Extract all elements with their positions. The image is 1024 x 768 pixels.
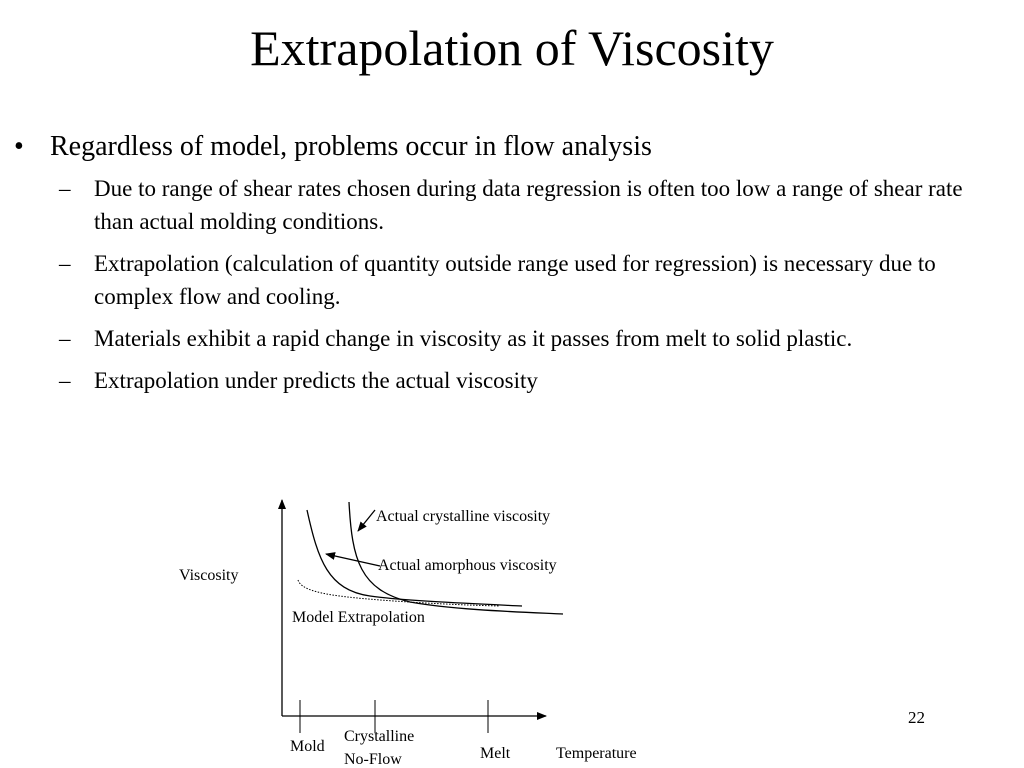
dash-marker: – (59, 176, 71, 201)
page-number: 22 (908, 708, 925, 727)
crystalline-curve-label: Actual crystalline viscosity (376, 508, 551, 525)
dash-marker: – (59, 251, 71, 276)
mold-label: Mold (290, 738, 325, 755)
amorphous-label-arrow (326, 554, 380, 566)
crystalline-label-arrow (358, 510, 375, 531)
sub-bullet-text: Extrapolation under predicts the actual viscosity (94, 368, 538, 393)
model-extrapolation-curve (298, 580, 500, 606)
bullet-marker: • (14, 131, 24, 162)
x-axis-label: Temperature (556, 745, 637, 762)
sub-bullet-text: Extrapolation (calculation of quantity outside range used for regression) is necessary due to complex flow and cooling. (94, 251, 936, 309)
melt-label: Melt (480, 745, 511, 762)
y-axis-label: Viscosity (179, 567, 239, 584)
no-flow-label: No-Flow (344, 751, 402, 768)
dash-marker: – (59, 326, 71, 351)
dash-marker: – (59, 368, 71, 393)
model-extrapolation-label: Model Extrapolation (292, 609, 425, 626)
sub-bullet-text: Due to range of shear rates chosen during data regression is often too low a range of shear rate than actual molding conditions. (94, 176, 963, 234)
slide-title: Extrapolation of Viscosity (250, 20, 774, 76)
sub-bullet-text: Materials exhibit a rapid change in viscosity as it passes from melt to solid plastic. (94, 326, 853, 351)
crystalline-label: Crystalline (344, 728, 415, 745)
bullet-text: Regardless of model, problems occur in flow analysis (50, 131, 652, 162)
amorphous-curve-label: Actual amorphous viscosity (378, 557, 557, 574)
